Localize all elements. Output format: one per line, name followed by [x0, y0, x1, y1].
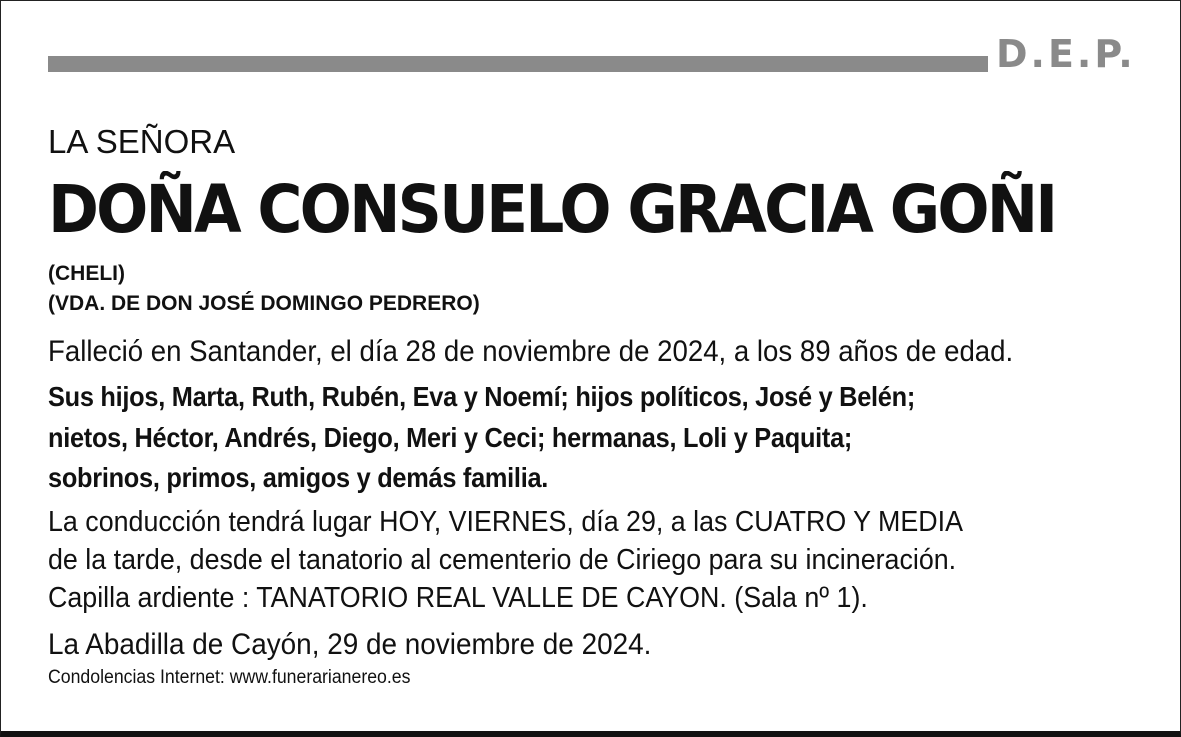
service-line: Capilla ardiente : TANATORIO REAL VALLE DE CAYON. (Sala nº 1).	[48, 582, 868, 614]
family-line: nietos, Héctor, Andrés, Diego, Meri y Ceci; hermanas, Loli y Paquita;	[48, 422, 853, 453]
dep-heading: D.E.P.	[996, 32, 1136, 76]
nickname: (CHELI)	[48, 262, 125, 285]
intro-text: LA SEÑORA	[48, 123, 236, 160]
death-statement: Falleció en Santander, el día 28 de noviembre de 2024, a los 89 años de edad.	[48, 335, 1014, 368]
family-line: Sus hijos, Marta, Ruth, Rubén, Eva y Noemí; hijos políticos, José y Belén;	[48, 381, 915, 412]
deceased-name: DOÑA CONSUELO GRACIA GOÑI	[48, 171, 1056, 248]
family-line: sobrinos, primos, amigos y demás familia.	[48, 462, 549, 493]
service-line: La conducción tendrá lugar HOY, VIERNES, día 29, a las CUATRO Y MEDIA	[48, 506, 963, 538]
widow-of: (VDA. DE DON JOSÉ DOMINGO PEDRERO)	[48, 292, 480, 315]
header-rule	[48, 56, 988, 72]
service-line: de la tarde, desde el tanatorio al cementerio de Ciriego para su incineración.	[48, 544, 957, 576]
condolences-link[interactable]: Condolencias Internet: www.funerarianereo.es	[48, 667, 411, 688]
place-date: La Abadilla de Cayón, 29 de noviembre de 2024.	[48, 628, 652, 661]
